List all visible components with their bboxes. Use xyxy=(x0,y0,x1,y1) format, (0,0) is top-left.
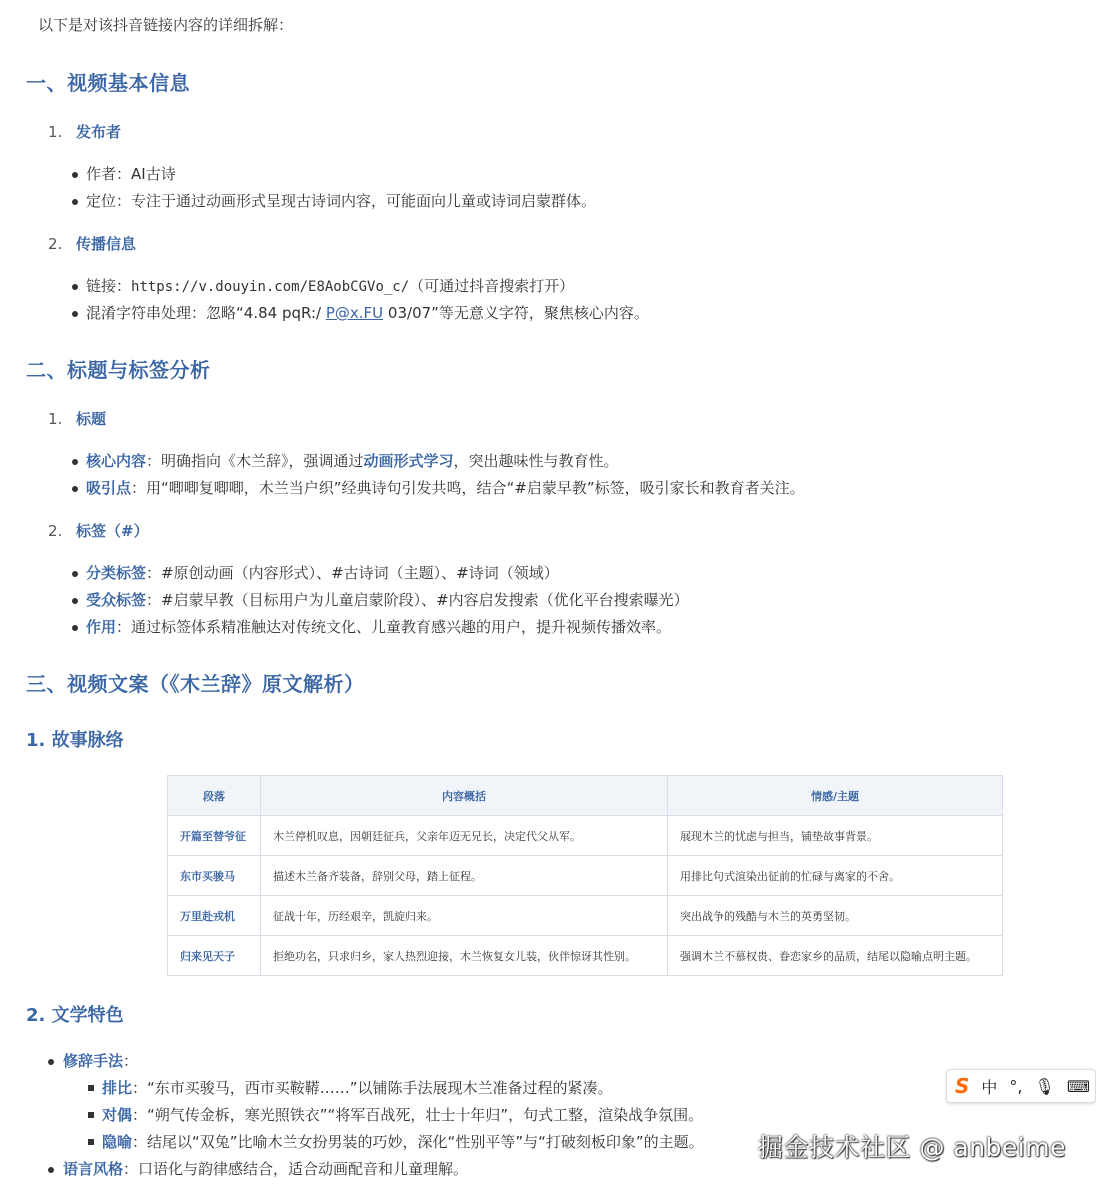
item-title: 发布者 xyxy=(76,123,122,141)
item-title: 传播信息 xyxy=(76,235,137,253)
section2-heading: 二、标题与标签分析 xyxy=(26,358,211,382)
section1-heading: 一、视频基本信息 xyxy=(26,71,190,95)
sogou-logo-icon[interactable]: S xyxy=(955,1074,970,1098)
table-cell: 突出战争的残酷与木兰的英勇坚韧。 xyxy=(668,896,1003,936)
intro-text: 以下是对该抖音链接内容的详细拆解： xyxy=(38,16,294,34)
table-row xyxy=(168,896,1003,936)
section3-heading: 三、视频文案（《木兰辞》原文解析） xyxy=(26,672,365,696)
list-item: 排比：“东市买骏马，西市买鞍鞯……”以铺陈手法展现木兰准备过程的紧凑。 xyxy=(102,1079,613,1097)
punctuation-icon[interactable]: °, xyxy=(1009,1076,1023,1096)
table-cell: 用排比句式渲染出征前的忙碌与离家的不舍。 xyxy=(668,856,1003,896)
item-number: 2. xyxy=(48,522,63,540)
ime-toolbar[interactable] xyxy=(946,1069,1096,1103)
list-item: 受众标签：#启蒙早教（目标用户为儿童启蒙阶段）、#内容启发搜索（优化平台搜索曝光） xyxy=(86,591,689,609)
table-row xyxy=(168,936,1003,976)
douyin-link[interactable]: https://v.douyin.com/E8AobCGVo_c/ xyxy=(131,279,410,295)
table-header-row xyxy=(168,776,1003,816)
item-number: 1. xyxy=(48,410,63,428)
item-title: 标签（#） xyxy=(76,522,149,540)
story-table xyxy=(167,775,1003,976)
table-cell: 归来见天子 xyxy=(168,936,261,976)
list-item: 对偶：“朔气传金柝，寒光照铁衣”“将军百战死，壮士十年归”，句式工整，渲染战争氛围。 xyxy=(102,1106,704,1124)
list-item: 作者：AI古诗 xyxy=(86,165,176,183)
table-cell: 木兰停机叹息，因朝廷征兵，父亲年迈无兄长，决定代父从军。 xyxy=(261,816,668,856)
column-header: 情感/主题 xyxy=(668,776,1003,816)
section1-item2 xyxy=(48,233,136,254)
keyboard-icon[interactable]: ⌨ xyxy=(1066,1076,1090,1096)
table-cell: 开篇至替爷征 xyxy=(168,816,261,856)
list-item: 核心内容：明确指向《木兰辞》，强调通过动画形式学习，突出趣味性与教育性。 xyxy=(86,452,619,470)
ime-mode-toggle[interactable]: 中 xyxy=(981,1077,998,1097)
table-cell: 强调木兰不慕权贵、眷恋家乡的品质，结尾以隐喻点明主题。 xyxy=(668,936,1003,976)
list-item: 吸引点：用“唧唧复唧唧，木兰当户织”经典诗句引发共鸣，结合“#启蒙早教”标签，吸引家长和教育者关注。 xyxy=(86,479,805,497)
table-cell: 东市买骏马 xyxy=(168,856,261,896)
email-link[interactable]: P@x.FU xyxy=(325,304,384,322)
table-row xyxy=(168,856,1003,896)
table-cell: 描述木兰备齐装备，辞别父母，踏上征程。 xyxy=(261,856,668,896)
item-number: 1. xyxy=(48,123,63,141)
literary-subheading: 2. 文学特色 xyxy=(26,1005,124,1026)
microphone-icon[interactable]: 🎙 xyxy=(1034,1076,1055,1096)
table-cell: 展现木兰的忧虑与担当，铺垫故事背景。 xyxy=(668,816,1003,856)
item-number: 2. xyxy=(48,235,63,253)
item-title: 标题 xyxy=(76,410,107,428)
table-cell: 拒绝功名，只求归乡，家人热烈迎接，木兰恢复女儿装，伙伴惊讶其性别。 xyxy=(261,936,668,976)
section2-item1 xyxy=(48,408,106,429)
column-header: 段落 xyxy=(168,776,261,816)
table-cell: 万里赴戎机 xyxy=(168,896,261,936)
list-item: 修辞手法： xyxy=(63,1052,139,1070)
list-item: 分类标签：#原创动画（内容形式）、#古诗词（主题）、#诗词（领域） xyxy=(86,564,559,582)
column-header: 内容概括 xyxy=(261,776,668,816)
section1-item1 xyxy=(48,121,121,142)
watermark: 掘金技术社区 @ anbeime xyxy=(758,1133,1066,1162)
list-item: 作用：通过标签体系精准触达对传统文化、儿童教育感兴趣的用户，提升视频传播效率。 xyxy=(86,618,672,636)
story-subheading: 1. 故事脉络 xyxy=(26,730,124,751)
list-item: 语言风格：口语化与韵律感结合，适合动画配音和儿童理解。 xyxy=(63,1160,469,1178)
list-item: 隐喻：结尾以“双兔”比喻木兰女扮男装的巧妙，深化“性别平等”与“打破刻板印象”的主题。 xyxy=(102,1133,704,1151)
list-item: 链接：https://v.douyin.com/E8AobCGVo_c/（可通过抖音搜索打开） xyxy=(86,277,575,295)
table-row xyxy=(168,816,1003,856)
list-item: 混淆字符串处理：忽略“4.84 pqR:/ P@x.FU 03/07”等无意义字符，聚焦核心内容。 xyxy=(86,304,649,322)
section2-item2 xyxy=(48,520,149,541)
table-cell: 征战十年，历经艰辛，凯旋归来。 xyxy=(261,896,668,936)
list-item: 定位：专注于通过动画形式呈现古诗词内容，可能面向儿童或诗词启蒙群体。 xyxy=(86,192,597,210)
